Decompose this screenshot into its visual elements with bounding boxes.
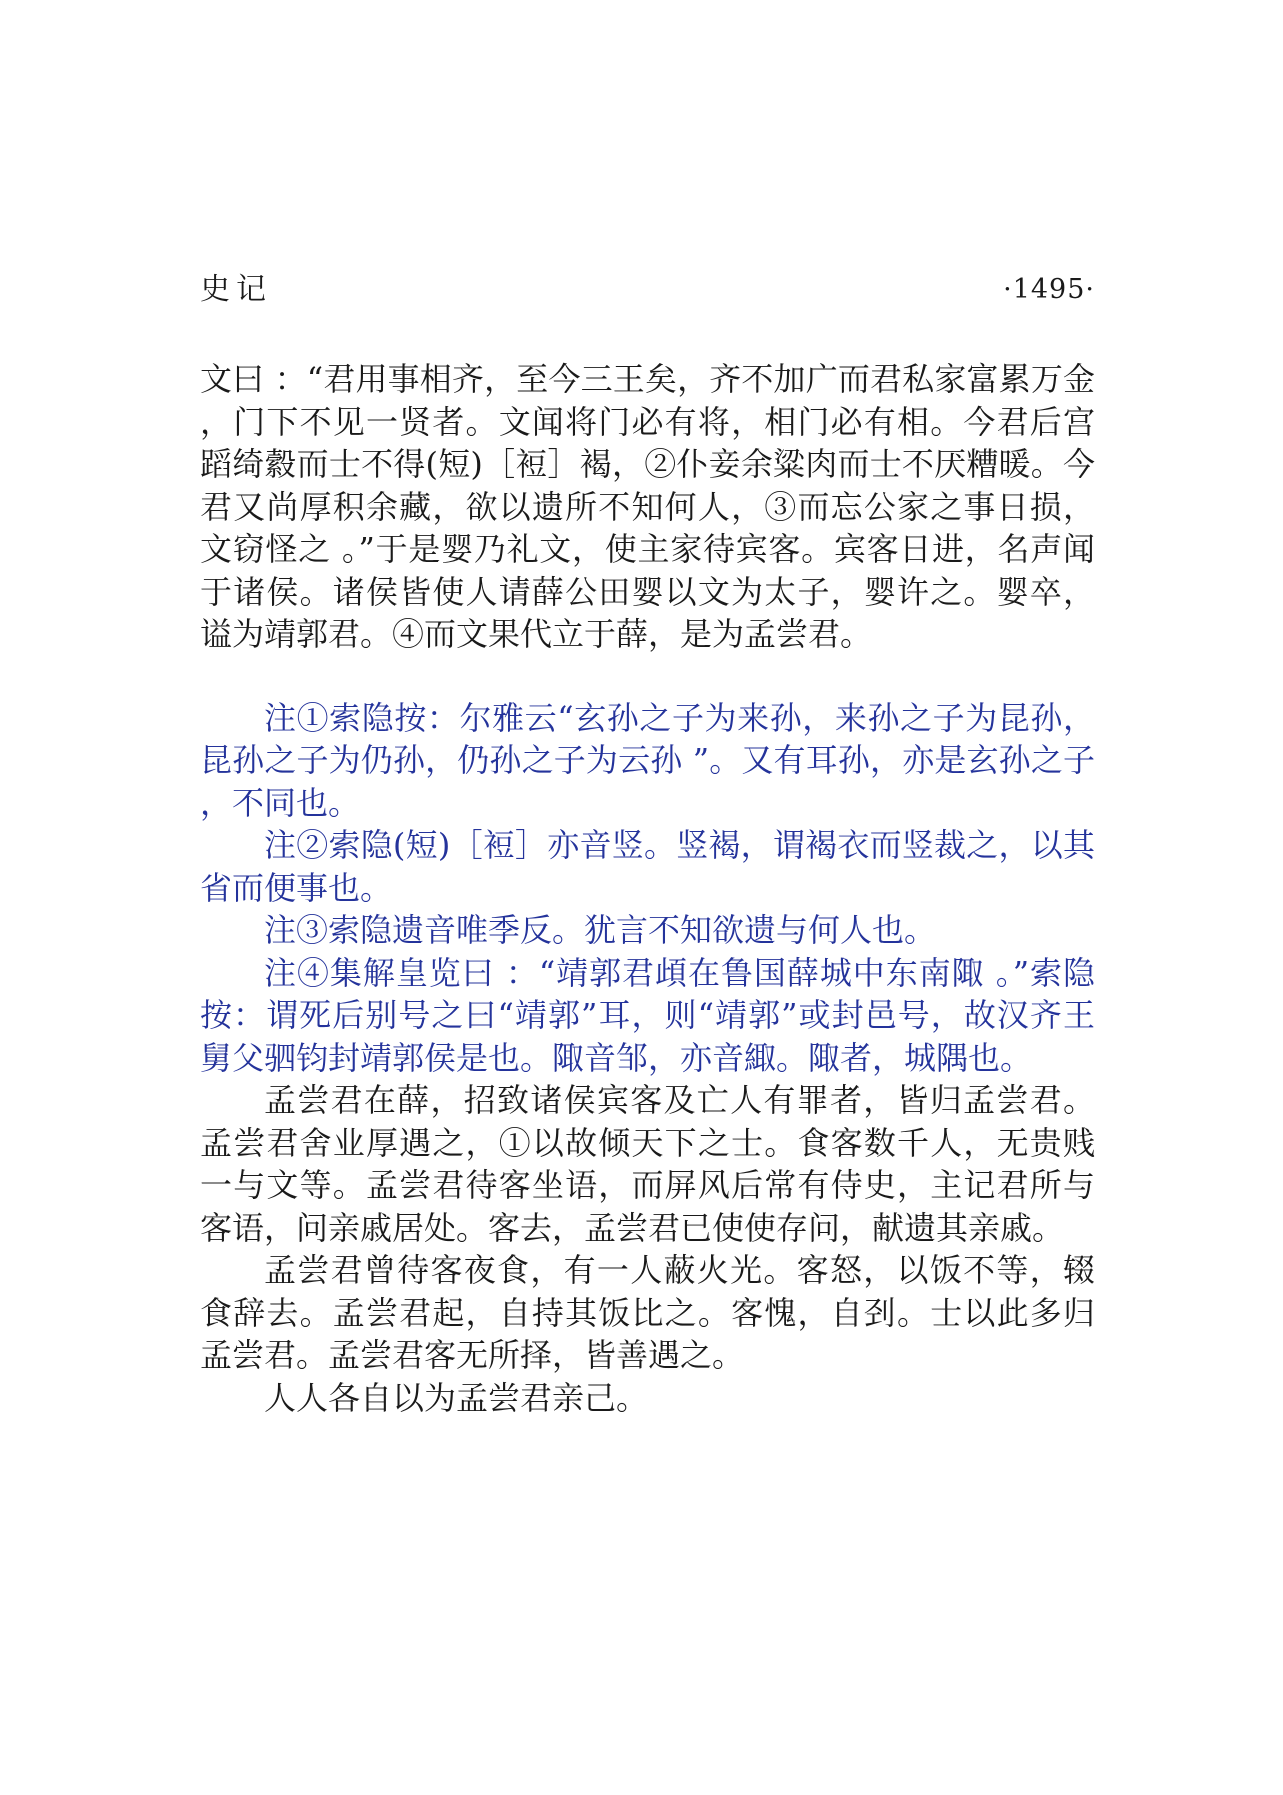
page-number: ·1495· — [1003, 274, 1095, 305]
body-paragraph-2: 孟尝君在薛，招致诸侯宾客及亡人有罪者，皆归孟尝君。孟尝君舍业厚遇之，①以故倾天下之士。食客数千人，无贵贱一与文等。孟尝君待客坐语，而屏风后常有侍史，主记君所与客语，问亲戚居处。客去，孟尝君已使使存问，献遗其亲戚。 — [200, 1081, 1095, 1247]
book-title: 史记 — [200, 272, 272, 307]
body-paragraph-1: 文曰 ：“君用事相齐，至今三王矣，齐不加广而君私家富累万金，门下不见一贤者。文闻将门必有将，相门必有相。今君后宫蹈绮縠而士不得(短)［裋］褐，②仆妾余粱肉而士不厌糟暖。今君又尚厚积余藏，欲以遗所不知何人，③而忘公家之事日损，文窃怪之 。”于是婴乃礼文，使主家待宾客。宾客日进，名声闻于诸侯。诸侯皆使人请薛公田婴以文为太子，婴许之。婴卒，谥为靖郭君。④而文果代立于薛，是为孟尝君。 — [200, 360, 1095, 653]
section-spacer — [200, 656, 1095, 697]
note-2: 注②索隐(短)［裋］亦音竖。竖褐，谓褐衣而竖裁之，以其省而便事也。 — [200, 826, 1095, 907]
page-header — [200, 268, 1095, 312]
page-body — [200, 358, 1095, 1419]
body-paragraph-3: 孟尝君曾待客夜食，有一人蔽火光。客怒，以饭不等，辍食辞去。孟尝君起，自持其饭比之。客愧，自刭。士以此多归孟尝君。孟尝君客无所择，皆善遇之。 — [200, 1251, 1095, 1374]
note-4: 注④集解皇览曰 ：“靖郭君頉在鲁国薛城中东南陬 。”索隐按：谓死后别号之曰“靖郭”耳，则“靖郭”或封邑号，故汉齐王舅父驷钧封靖郭侯是也。陬音邹，亦音緅。陬者，城隅也。 — [200, 953, 1095, 1077]
note-3: 注③索隐遗音唯季反。犹言不知欲遗与何人也。 — [264, 911, 937, 949]
note-1: 注①索隐按：尔雅云“玄孙之子为来孙，来孙之子为昆孙，昆孙之子为仍孙，仍孙之子为云孙 ”。又有耳孙，亦是玄孙之子，不同也。 — [200, 698, 1095, 822]
body-paragraph-4: 人人各自以为孟尝君亲己。 — [264, 1378, 649, 1417]
